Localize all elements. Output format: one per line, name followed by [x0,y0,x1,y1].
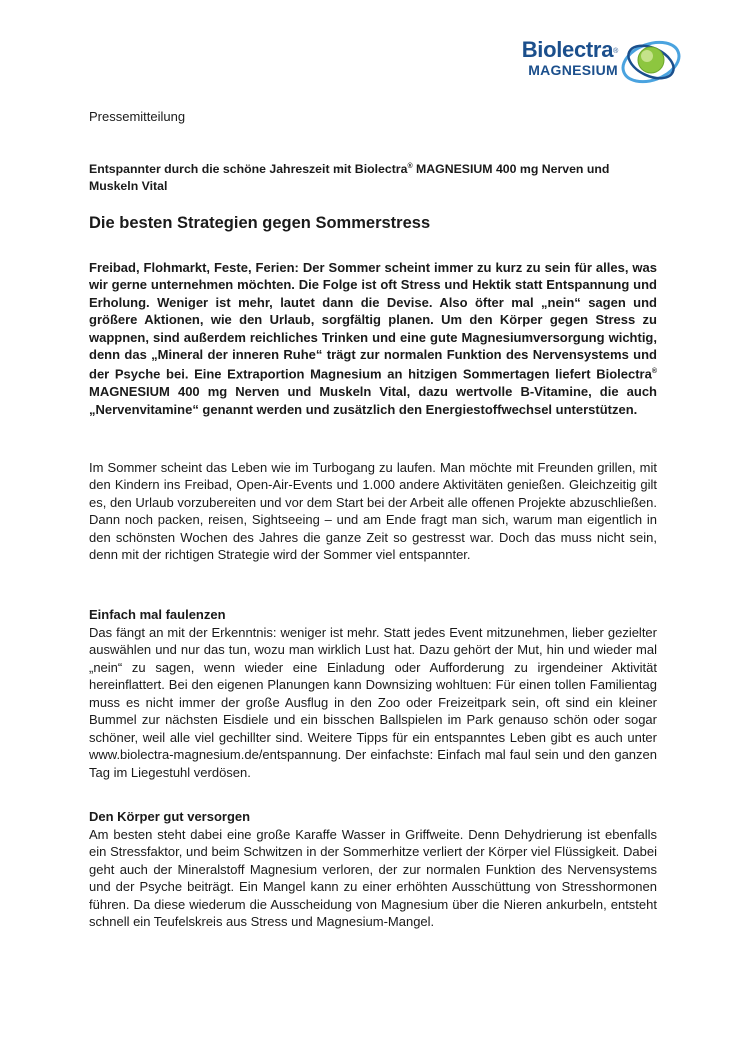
logo-sub: MAGNESIUM [528,62,618,78]
section-faulenzen [89,606,657,781]
logo-emblem-icon [620,34,682,90]
lead-paragraph: Freibad, Flohmarkt, Feste, Ferien: Der Sommer scheint immer zu kurz zu sein für alles, was wir gerne unternehmen möchten. Die Folge ist oft Stress und Hektik statt Entspannung und Erholung. Weniger ist mehr, lautet dann die Devise. Also öfter mal „nein“ sagen und größere Aktionen, wie den Urlaub, sorgfältig planen. Um den Körper gegen Stress zu wappnen, sind außerdem reichliches Trinken und eine gute Magnesiumversorgung wichtig, denn das „Mineral der inneren Ruhe“ trägt zur normalen Funktion des Nervensystems und der Psyche bei. Eine Extraportion Magnesium an hitzigen Sommertagen liefert Biolectra® MAGNESIUM 400 mg Nerven und Muskeln Vital, dazu wertvolle B-Vitamine, die auch „Nervenvitamine“ genannt werden und zusätzlich den Energiestoffwechsel unterstützen. [89,260,657,417]
subheadline: Entspannter durch die schöne Jahreszeit mit Biolectra® MAGNESIUM 400 mg Nerven und Muskeln Vital [89,162,610,194]
headline: Die besten Strategien gegen Sommerstress [89,214,431,232]
section-text: Das fängt an mit der Erkenntnis: weniger ist mehr. Statt jedes Event mitzunehmen, lieber gezielter auswählen und nur das tun, wozu man wirklich Lust hat. Dazu gehört der Mut, hin und wieder mal „nein“ zu sagen, wenn wieder eine Einladung oder Aufforderung zu irgendeiner Aktivität hereinflattert. Bei den eigenen Planungen kann Downsizing wohltuen: Für einen tollen Familientag muss es nicht immer der große Ausflug in den Zoo oder Freizeitpark sein, oft sind ein kleiner Bummel zur nächsten Eisdiele und ein bisschen Ballspielen im Park genauso schön oder sogar schöner, weil alle viel gechillter sind. Weitere Tipps für ein entspanntes Leben gibt es auch unter www.biolectra-magnesium.de/entspannung. Der einfachste: Einfach mal faul sein und den ganzen Tag im Liegestuhl verdösen. [89,624,657,780]
brand-logo [518,34,690,90]
logo-wordmark [518,38,618,78]
section-koerper [89,808,657,931]
intro-paragraph: Im Sommer scheint das Leben wie im Turbogang zu laufen. Man möchte mit Freunden grillen, mit den Kindern ins Freibad, Open-Air-Events und 1.000 andere Aktivitäten genießen. Gleichzeitig gilt es, den Urlaub vorzubereiten und vor dem Start bei der Arbeit alle offenen Projekte abzuschließen. Dann noch packen, reisen, Sightseeing – und am Ende fragt man sich, warum man eigentlich in den schönsten Wochen des Jahres die ganze Zeit so gestresst war. Doch das muss nicht sein, denn mit der richtigen Strategie wird der Sommer viel entspannter. [89,460,657,563]
section-text: Am besten steht dabei eine große Karaffe Wasser in Griffweite. Denn Dehydrierung ist ebenfalls ein Stressfaktor, und beim Schwitzen in der Sommerhitze verliert der Körper viel Flüssigkeit. Dabei geht auch der Mineralstoff Magnesium verloren, der zur normalen Funktion des Nervensystems und der Psyche beiträgt. Ein Mangel kann zu einer erhöhten Ausschüttung von Stresshormonen führen. Da diese wiederum die Ausscheidung von Magnesium über die Nieren ankurbeln, entsteht schnell ein Teufelskreis aus Stress und Magnesium-Mangel. [89,826,657,929]
section-heading: Den Körper gut versorgen [89,809,251,824]
section-heading: Einfach mal faulenzen [89,607,226,622]
document-label: Pressemitteilung [89,109,186,124]
logo-brand: Biolectra® [521,37,618,62]
